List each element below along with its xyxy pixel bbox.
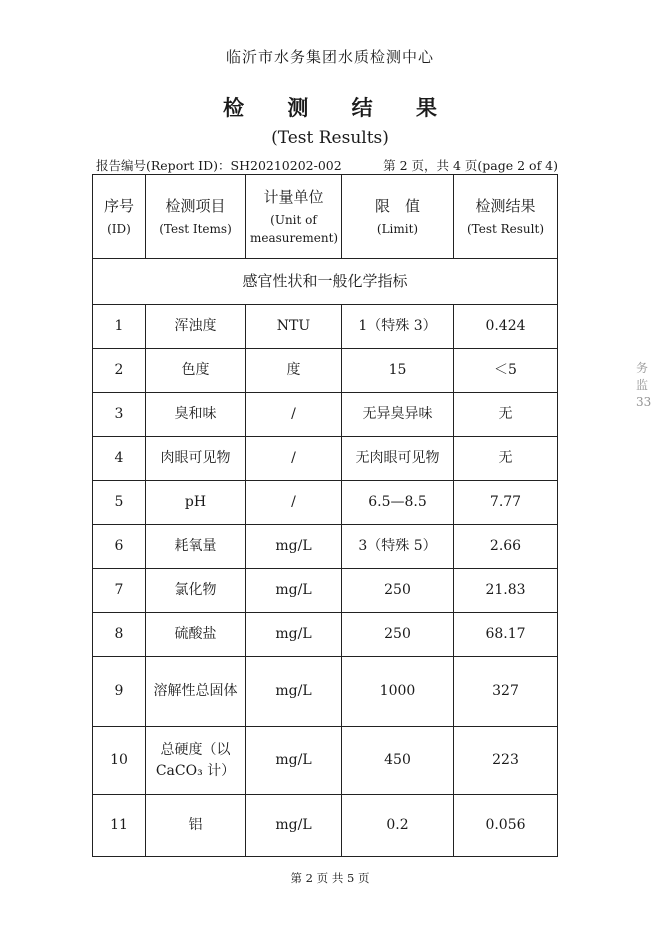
table-row [93,393,558,437]
cell-item: 肉眼可见物 [146,437,246,481]
cell-unit: NTU [246,305,342,349]
cell-limit: 0.2 [342,795,454,857]
section-title: 感官性状和一般化学指标 [93,259,558,305]
cell-id: 11 [93,795,146,857]
table-row [93,349,558,393]
cell-limit: 250 [342,613,454,657]
cell-id: 8 [93,613,146,657]
cell-item: 铝 [146,795,246,857]
cell-item: 浑浊度 [146,305,246,349]
cell-id: 7 [93,569,146,613]
cell-id: 6 [93,525,146,569]
cell-limit: 1000 [342,657,454,727]
cell-result: 无 [454,393,558,437]
table-row [93,305,558,349]
org-name: 临沂市水务集团水质检测中心 [225,48,434,66]
cell-unit: mg/L [246,569,342,613]
cell-id: 2 [93,349,146,393]
cell-item: 耗氧量 [146,525,246,569]
table-row [93,437,558,481]
table-header-row [93,175,558,259]
col-header-item: 检测项目 (Test Items) [146,175,246,259]
table-row [93,727,558,795]
cell-limit: 250 [342,569,454,613]
cell-unit: mg/L [246,727,342,795]
cell-limit: 无肉眼可见物 [342,437,454,481]
page-subtitle: (Test Results) [271,128,389,148]
table-row [93,657,558,727]
cell-limit: 450 [342,727,454,795]
table-row [93,795,558,857]
cell-result: 21.83 [454,569,558,613]
cell-result: 2.66 [454,525,558,569]
stamp-char: 监 [636,377,649,392]
page-info: 第 2 页，共 4 页(page 2 of 4) [383,158,558,173]
cell-limit: 无异臭异味 [342,393,454,437]
seam-stamp [636,360,660,500]
cell-result: 无 [454,437,558,481]
cell-id: 3 [93,393,146,437]
report-meta [96,156,558,174]
stamp-char: 务 [636,361,649,375]
cell-result: ＜5 [454,349,558,393]
table-row [93,613,558,657]
cell-unit: 度 [246,349,342,393]
page-footer: 第 2 页 共 5 页 [290,871,370,885]
section-row [93,259,558,305]
cell-limit: 6.5—8.5 [342,481,454,525]
table-row [93,481,558,525]
table-row [93,525,558,569]
cell-result: 0.424 [454,305,558,349]
cell-unit: / [246,393,342,437]
col-header-unit: 计量单位 (Unit of measurement) [246,175,342,259]
cell-limit: 15 [342,349,454,393]
cell-limit: 1（特殊 3） [342,305,454,349]
col-header-limit: 限 值 (Limit) [342,175,454,259]
col-header-result: 检测结果 (Test Result) [454,175,558,259]
cell-unit: mg/L [246,613,342,657]
cell-result: 327 [454,657,558,727]
cell-unit: mg/L [246,525,342,569]
cell-unit: mg/L [246,657,342,727]
col-header-id: 序号 (ID) [93,175,146,259]
cell-item: 硫酸盐 [146,613,246,657]
table-row [93,569,558,613]
cell-id: 9 [93,657,146,727]
cell-id: 10 [93,727,146,795]
cell-item: 总硬度（以 CaCO₃ 计） [146,727,246,795]
cell-id: 1 [93,305,146,349]
cell-item: 氯化物 [146,569,246,613]
cell-limit: 3（特殊 5） [342,525,454,569]
cell-item: 溶解性总固体 [146,657,246,727]
cell-result: 0.056 [454,795,558,857]
cell-item: 臭和味 [146,393,246,437]
cell-result: 68.17 [454,613,558,657]
cell-id: 4 [93,437,146,481]
cell-result: 223 [454,727,558,795]
stamp-char: 33 [636,394,652,409]
cell-unit: mg/L [246,795,342,857]
cell-unit: / [246,481,342,525]
cell-id: 5 [93,481,146,525]
cell-result: 7.77 [454,481,558,525]
page-title: 检 测 结 果 [223,95,455,120]
cell-unit: / [246,437,342,481]
cell-item: pH [146,481,246,525]
report-id: 报告编号(Report ID)：SH20210202-002 [96,158,342,173]
cell-item: 色度 [146,349,246,393]
results-table [92,174,558,857]
